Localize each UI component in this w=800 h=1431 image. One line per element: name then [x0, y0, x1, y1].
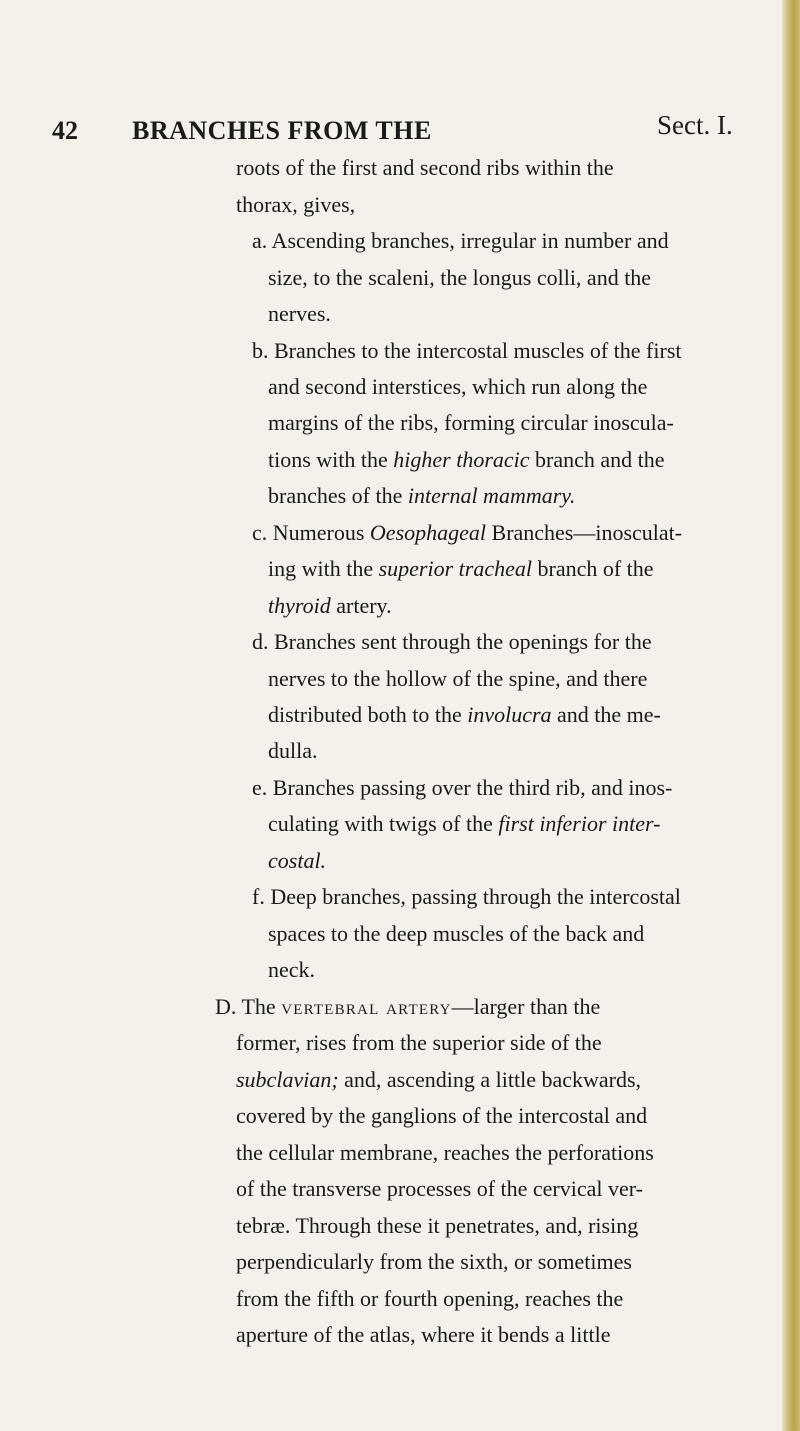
page-number: 42: [52, 116, 78, 145]
running-header: [52, 110, 752, 150]
text-line: [268, 847, 326, 875]
text-line: spaces to the deep muscles of the back and: [268, 921, 645, 946]
italic-term: superior tracheal: [378, 556, 532, 581]
text-line: ing with the superior tracheal branch of the: [268, 556, 654, 581]
italic-term: Oesophageal: [369, 520, 487, 545]
small-caps-term: vertebral artery: [281, 994, 452, 1019]
text-line: b. Branches to the intercostal muscles of the first: [252, 338, 682, 363]
text-line: thyroid artery.: [268, 593, 392, 618]
page-edge: [782, 0, 800, 1431]
text-line: subclavian; and, ascending a little backwards,: [236, 1067, 642, 1092]
text-line: distributed both to the involucra and the me-: [268, 702, 661, 727]
text-line: the cellular membrane, reaches the perforations: [236, 1140, 654, 1165]
italic-term: costal.: [268, 848, 327, 873]
text-line: nerves.: [268, 301, 331, 326]
text-line: e. Branches passing over the third rib, and inos-: [252, 775, 673, 800]
text-line: d. Branches sent through the openings for the: [252, 629, 652, 654]
text-line: from the fifth or fourth opening, reaches the: [236, 1286, 624, 1311]
italic-term: involucra: [467, 702, 552, 727]
text-line: thorax, gives,: [236, 192, 356, 217]
text-line: tebræ. Through these it penetrates, and, rising: [236, 1213, 639, 1238]
text-line: perpendicularly from the sixth, or sometimes: [236, 1249, 632, 1274]
italic-term: subclavian;: [236, 1067, 339, 1092]
text-line: neck.: [268, 957, 316, 982]
italic-term: first inferior inter-: [498, 811, 661, 836]
text-line: margins of the ribs, forming circular inoscula-: [268, 410, 674, 435]
text-line: dulla.: [268, 738, 318, 763]
text-line: nerves to the hollow of the spine, and there: [268, 666, 648, 691]
text-line: size, to the scaleni, the longus colli, and the: [268, 265, 652, 290]
text-line: and second interstices, which run along the: [268, 374, 648, 399]
text-line: former, rises from the superior side of the: [236, 1030, 602, 1055]
text-line: branches of the internal mammary.: [268, 483, 576, 508]
italic-term: higher thoracic: [393, 447, 530, 472]
italic-term: thyroid: [268, 593, 331, 618]
text-line: of the transverse processes of the cervical ver-: [236, 1176, 643, 1201]
text-line: culating with twigs of the first inferior inter-: [268, 811, 661, 836]
text-line: a. Ascending branches, irregular in number and: [252, 228, 669, 253]
text-line: covered by the ganglions of the intercostal and: [236, 1103, 648, 1128]
section-label: Sect. I.: [657, 110, 733, 140]
text-line: aperture of the atlas, where it bends a little: [236, 1322, 611, 1347]
text-line: c. Numerous Oesophageal Branches—inosculat-: [252, 520, 683, 545]
text-line: D. The vertebral artery—larger than the: [215, 994, 601, 1019]
running-title: BRANCHES FROM THE: [132, 116, 432, 145]
italic-term: internal mammary.: [407, 483, 576, 508]
text-line: tions with the higher thoracic branch and the: [268, 447, 665, 472]
text-line: f. Deep branches, passing through the intercostal: [252, 884, 681, 909]
text-line: roots of the first and second ribs within the: [236, 155, 614, 180]
